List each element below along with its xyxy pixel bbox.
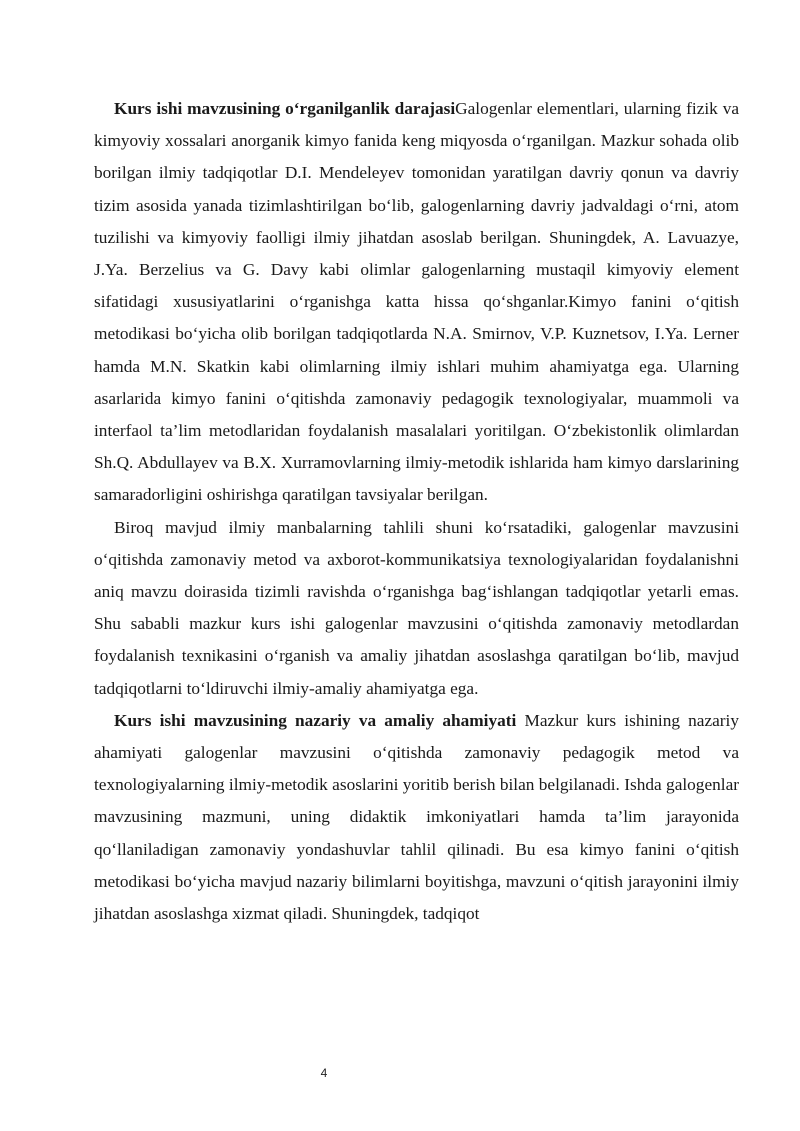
paragraph-text: Mazkur kurs ishining nazariy ahamiyati galogenlar mavzusini o‘qitishda zamonaviy pedagogik metod va texnologiyalarning ilmiy-metodik asoslarini yoritib berish bilan belgilanadi. Ishda galogenlar mavzusining mazmuni, uning didaktik imkoniyatlari hamda ta’lim jarayonida qo‘llaniladigan zamonaviy yondashuvlar tahlil qilinadi. Bu esa kimyo fanini o‘qitish metodikasi bo‘yicha mavjud nazariy bilimlarni boyitishga, mavzuni o‘qitish jarayonini ilmiy jihatdan asoslashga xizmat qiladi. Shuningdek, tadqiqot: [94, 710, 739, 924]
body-text: [94, 93, 739, 930]
paragraph-text: Galogenlar elementlari, ularning fizik va kimyoviy xossalari anorganik kimyo fanida keng miqyosda o‘rganilgan. Mazkur sohada olib borilgan ilmiy tadqiqotlar D.I. Mendeleyev tomonidan yaratilgan davriy qonun va davriy tizim asosida yanada tizimlashtirilgan bo‘lib, galogenlarning davriy jadvaldagi o‘rni, atom tuzilishi va kimyoviy faolligi ilmiy jihatdan asoslab berilgan. Shuningdek, A. Lavuazye, J.Ya. Berzelius va G. Davy kabi olimlar galogenlarning mustaqil kimyoviy element sifatidagi xususiyatlarini o‘rganishga katta hissa qo‘shganlar.Kimyo fanini o‘qitish metodikasi bo‘yicha olib borilgan tadqiqotlarda N.A. Smirnov, V.P. Kuznetsov, I.Ya. Lerner hamda M.N. Skatkin kabi olimlarning ilmiy ishlari muhim ahamiyatga ega. Ularning asarlarida kimyo fanini o‘qitishda zamonaviy pedagogik texnologiyalar, muammoli va interfaol ta’lim metodlaridan foydalanish masalalari yoritilgan. O‘zbekistonlik olimlardan Sh.Q. Abdullayev va B.X. Xurramovlarning ilmiy-metodik ishlarida ham kimyo darslarining samaradorligini oshirishga qaratilgan tavsiyalar berilgan.: [94, 99, 740, 505]
paragraph-research-gap: [94, 512, 739, 705]
paragraph-significance: [94, 705, 739, 930]
paragraph-study-level: [94, 93, 739, 512]
paragraph-heading: Kurs ishi mavzusining o‘rganilganlik darajasi: [114, 99, 456, 118]
page-number: 4: [320, 1066, 328, 1080]
paragraph-text: Biroq mavjud ilmiy manbalarning tahlili shuni ko‘rsatadiki, galogenlar mavzusini o‘qitishda zamonaviy metod va axborot-kommunikatsiya texnologiyalaridan foydalanishni aniq mavzu doirasida tizimli ravishda o‘rganishga bag‘ishlangan tadqiqotlar yetarli emas. Shu sababli mazkur kurs ishi galogenlar mavzusini o‘qitishda zamonaviy metodlardan foydalanish texnikasini o‘rganish va amaliy jihatdan asoslashga qaratilgan bo‘lib, mavjud tadqiqotlarni to‘ldiruvchi ilmiy-amaliy ahamiyatga ega.: [94, 517, 739, 698]
paragraph-heading: Kurs ishi mavzusining nazariy va amaliy ahamiyati: [114, 710, 517, 730]
